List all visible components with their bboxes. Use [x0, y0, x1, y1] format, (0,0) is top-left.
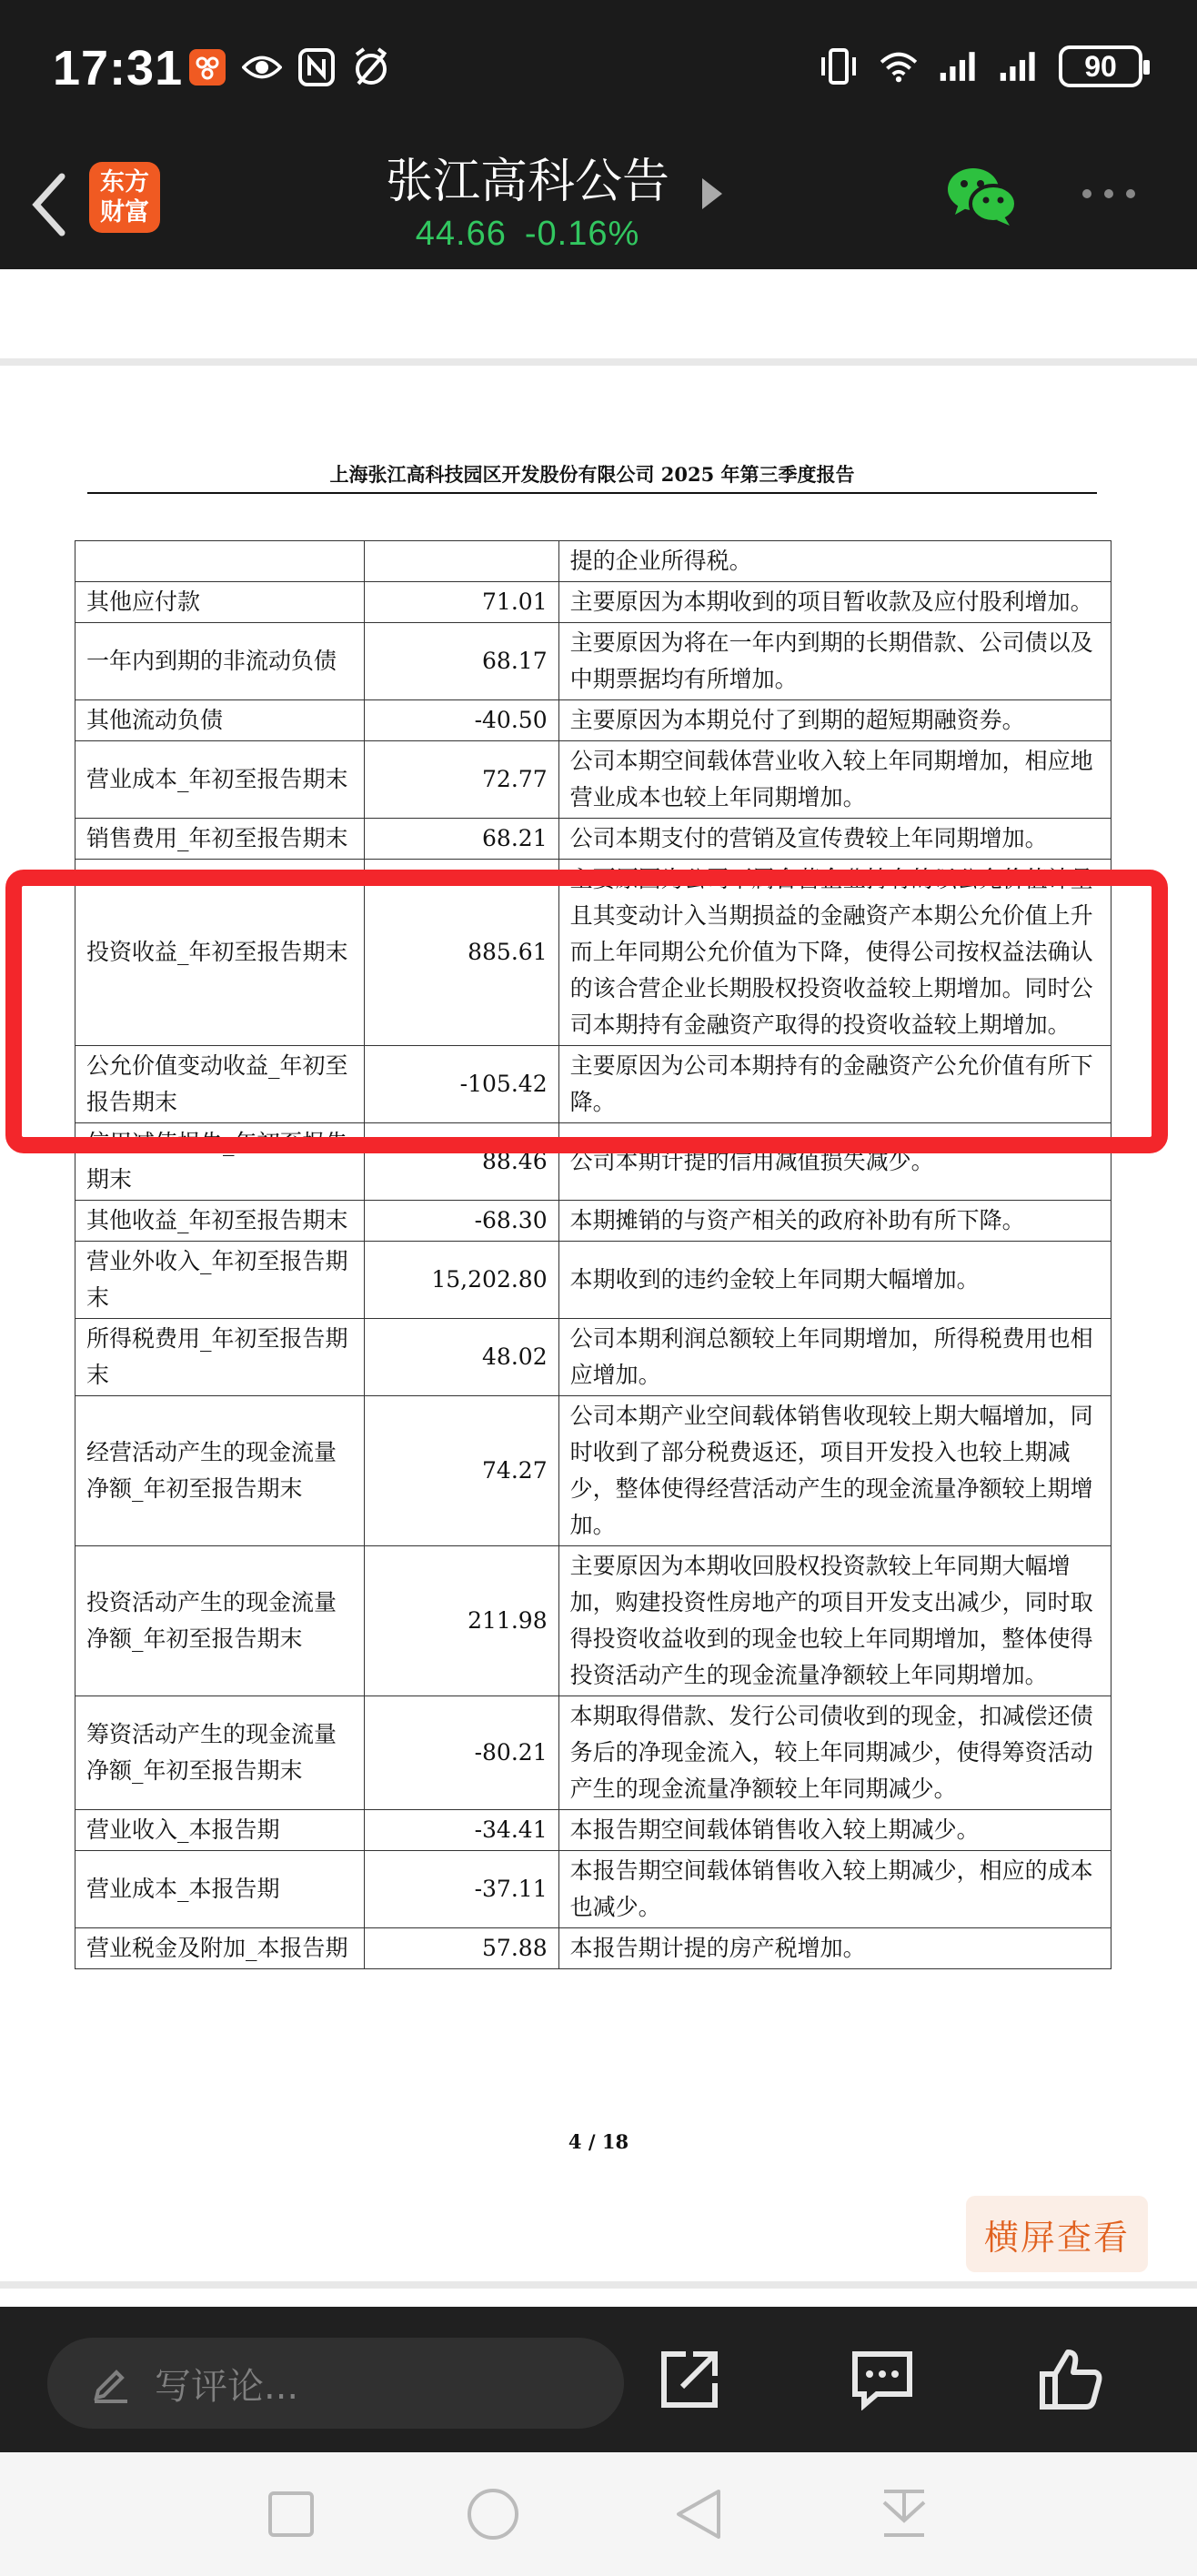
- table-cell-value: -34.41: [364, 1810, 558, 1851]
- eye-icon: [242, 47, 282, 87]
- table-cell-value: 68.21: [364, 819, 558, 860]
- alarm-off-icon: [351, 47, 391, 87]
- table-cell-item: 投资活动产生的现金流量净额_年初至报告期末: [75, 1546, 365, 1696]
- page-title: 张江高科公告: [385, 155, 669, 209]
- table-cell-value: -80.21: [364, 1696, 558, 1810]
- table-cell-value: 57.88: [364, 1928, 558, 1969]
- app-logo[interactable]: [89, 162, 160, 233]
- logo-line-1: 东方: [100, 168, 149, 196]
- square-icon: [267, 2490, 315, 2538]
- hide-nav-button[interactable]: [877, 2487, 931, 2541]
- table-row: [75, 1242, 1112, 1319]
- table-cell-value: 885.61: [364, 860, 558, 1046]
- table-cell-reason: 本期收到的违约金较上年同期大幅增加。: [558, 1242, 1111, 1319]
- table-cell-value: 48.02: [364, 1319, 558, 1396]
- table-row: [75, 1851, 1112, 1928]
- financial-changes-table: [75, 540, 1112, 1969]
- stock-price: 44.66: [415, 215, 507, 253]
- table-cell-reason: 主要原因为将在一年内到期的长期借款、公司债以及中期票据均有所增加。: [558, 623, 1111, 700]
- table-row: [75, 1810, 1112, 1851]
- table-row: [75, 1319, 1112, 1396]
- table-cell-reason: 本报告期空间载体销售收入较上期减少，相应的成本也减少。: [558, 1851, 1111, 1928]
- pencil-icon: [91, 2363, 131, 2403]
- table-cell-value: 88.46: [364, 1123, 558, 1201]
- nfc-icon: [297, 47, 337, 87]
- table-row: [75, 623, 1112, 700]
- wechat-icon: [946, 166, 1019, 229]
- highlight-box: [5, 870, 1168, 1153]
- vibrate-icon: [819, 46, 859, 86]
- table-cell-reason: 本报告期空间载体销售收入较上期减少。: [558, 1810, 1111, 1851]
- table-cell-value: 15,202.80: [364, 1242, 558, 1319]
- table-cell-item: 营业成本_本报告期: [75, 1851, 365, 1928]
- app-header: [0, 146, 1197, 269]
- table-cell-item: 一年内到期的非流动负债: [75, 623, 365, 700]
- header-title-block[interactable]: [364, 153, 691, 254]
- table-cell-item: 所得税费用_年初至报告期末: [75, 1319, 365, 1396]
- share-button[interactable]: [653, 2343, 726, 2416]
- table-cell-reason: 主要原因为本期兑付了到期的超短期融资券。: [558, 700, 1111, 741]
- table-cell-reason: 本报告期计提的房产税增加。: [558, 1928, 1111, 1969]
- system-nav-bar: [0, 2452, 1197, 2576]
- table-cell-value: 71.01: [364, 582, 558, 623]
- expand-arrow-icon[interactable]: [702, 178, 722, 209]
- back-button[interactable]: [22, 164, 76, 246]
- table-cell-reason: 公司本期利润总额较上年同期增加，所得税费用也相应增加。: [558, 1319, 1111, 1396]
- table-cell-value: 72.77: [364, 741, 558, 819]
- battery-icon: [1059, 45, 1142, 87]
- table-cell-item: 经营活动产生的现金流量净额_年初至报告期末: [75, 1396, 365, 1546]
- status-right-icons: [819, 45, 1142, 87]
- table-cell-reason: 主要原因为公司本期持有的金融资产公允价值有所下降。: [558, 1046, 1111, 1123]
- table-cell-value: 211.98: [364, 1546, 558, 1696]
- table-cell-value: -37.11: [364, 1851, 558, 1928]
- comments-button[interactable]: [846, 2343, 919, 2416]
- table-cell-item: 其他流动负债: [75, 700, 365, 741]
- table-cell-item: 其他应付款: [75, 582, 365, 623]
- page-number: 4 / 18: [568, 2130, 629, 2153]
- divider: [0, 358, 1197, 366]
- table-cell-value: -40.50: [364, 700, 558, 741]
- divider: [0, 2281, 1197, 2289]
- table-cell-reason: 主要原因为本期收回股权投资款较上年同期大幅增加，购建投资性房地产的项目开发支出减少，同时取得投资收益收到的现金也较上年同期增加，整体使得投资活动产生的现金流量净额较上年同期增加。: [558, 1546, 1111, 1696]
- table-row: [75, 1396, 1112, 1546]
- status-time: 17:31: [53, 41, 184, 96]
- table-row: [75, 1546, 1112, 1696]
- table-cell-item: [75, 541, 365, 582]
- table-row: [75, 1696, 1112, 1810]
- chevron-left-icon: [31, 173, 67, 236]
- battery-level: 90: [1084, 49, 1117, 83]
- thumbs-up-icon: [1039, 2349, 1104, 2410]
- table-cell-value: [364, 541, 558, 582]
- table-cell-value: 68.17: [364, 623, 558, 700]
- status-bar: [0, 0, 1197, 146]
- table-cell-value: -68.30: [364, 1201, 558, 1242]
- status-left-icons: [187, 47, 391, 87]
- table-cell-item: 筹资活动产生的现金流量净额_年初至报告期末: [75, 1696, 365, 1810]
- back-nav-button[interactable]: [671, 2487, 726, 2541]
- table-cell-reason: 主要原因为本期收到的项目暂收款及应付股利增加。: [558, 582, 1111, 623]
- table-cell-reason: 公司本期产业空间载体销售收现较上期大幅增加，同时收到了部分税费返还，项目开发投入也较上期减少，整体使得经营活动产生的现金流量净额较上期增加。: [558, 1396, 1111, 1546]
- table-row: [75, 819, 1112, 860]
- wifi-6-icon: [879, 46, 919, 86]
- triangle-back-icon: [675, 2488, 722, 2541]
- comment-input[interactable]: [47, 2338, 624, 2429]
- header-rule: [87, 492, 1097, 494]
- table-cell-item: 信用减值损失_年初至报告期末: [75, 1123, 365, 1201]
- app-notification-icon: [187, 47, 227, 87]
- chevron-down-icon: [880, 2488, 928, 2541]
- table-cell-item: 投资收益_年初至报告期末: [75, 860, 365, 1046]
- table-cell-item: 营业外收入_年初至报告期末: [75, 1242, 365, 1319]
- table-row: [75, 700, 1112, 741]
- share-icon: [659, 2349, 720, 2410]
- table-cell-reason: 本期摊销的与资产相关的政府补助有所下降。: [558, 1201, 1111, 1242]
- table-cell-reason: 本期取得借款、发行公司债收到的现金，扣减偿还债务后的净现金流入，较上年同期减少，使得筹资活动产生的现金流量净额较上年同期减少。: [558, 1696, 1111, 1810]
- logo-line-2: 财富: [100, 198, 149, 226]
- table-cell-reason: 主要原因为公司下属合营企业持有的以公允价值计量且其变动计入当期损益的金融资产本期公允价值上升而上年同期公允价值为下降，使得公司按权益法确认的该合营企业长期股权投资收益较上期增加。同时公司本期持有金融资产取得的投资收益较上期增加。: [558, 860, 1111, 1046]
- table-cell-item: 营业成本_年初至报告期末: [75, 741, 365, 819]
- table-cell-reason: 公司本期支付的营销及宣传费较上年同期增加。: [558, 819, 1111, 860]
- table-row: [75, 1928, 1112, 1969]
- table-cell-item: 公允价值变动收益_年初至报告期末: [75, 1046, 365, 1123]
- comment-bubble-icon: [850, 2349, 915, 2410]
- bottom-action-bar: [0, 2307, 1197, 2452]
- table-cell-item: 其他收益_年初至报告期末: [75, 1201, 365, 1242]
- more-options-button[interactable]: [1082, 189, 1135, 198]
- signal-icon: [999, 46, 1039, 86]
- wechat-share-button[interactable]: [946, 166, 1019, 229]
- table-cell-reason: 公司本期计提的信用减值损失减少。: [558, 1123, 1111, 1201]
- circle-icon: [467, 2488, 519, 2541]
- table-row: [75, 582, 1112, 623]
- report-header: 上海张江高科技园区开发股份有限公司 2025 年第三季度报告: [329, 463, 855, 486]
- table-row: [75, 741, 1112, 819]
- document-viewer[interactable]: [0, 269, 1197, 2307]
- table-cell-reason: 提的企业所得税。: [558, 541, 1111, 582]
- landscape-view-button[interactable]: 横屏查看: [966, 2196, 1148, 2272]
- table-cell-reason: 公司本期空间载体营业收入较上年同期增加，相应地营业成本也较上年同期增加。: [558, 741, 1111, 819]
- table-row: [75, 541, 1112, 582]
- table-cell-item: 营业税金及附加_本报告期: [75, 1928, 365, 1969]
- comment-placeholder: 写评论...: [155, 2365, 299, 2408]
- signal-icon: [939, 46, 979, 86]
- table-cell-item: 营业收入_本报告期: [75, 1810, 365, 1851]
- recents-button[interactable]: [264, 2487, 318, 2541]
- stock-change: -0.16%: [524, 215, 640, 253]
- like-button[interactable]: [1035, 2343, 1108, 2416]
- home-button[interactable]: [466, 2487, 520, 2541]
- table-cell-item: 销售费用_年初至报告期末: [75, 819, 365, 860]
- table-row: [75, 1201, 1112, 1242]
- stock-quote: [364, 215, 691, 254]
- table-cell-value: -105.42: [364, 1046, 558, 1123]
- table-cell-value: 74.27: [364, 1396, 558, 1546]
